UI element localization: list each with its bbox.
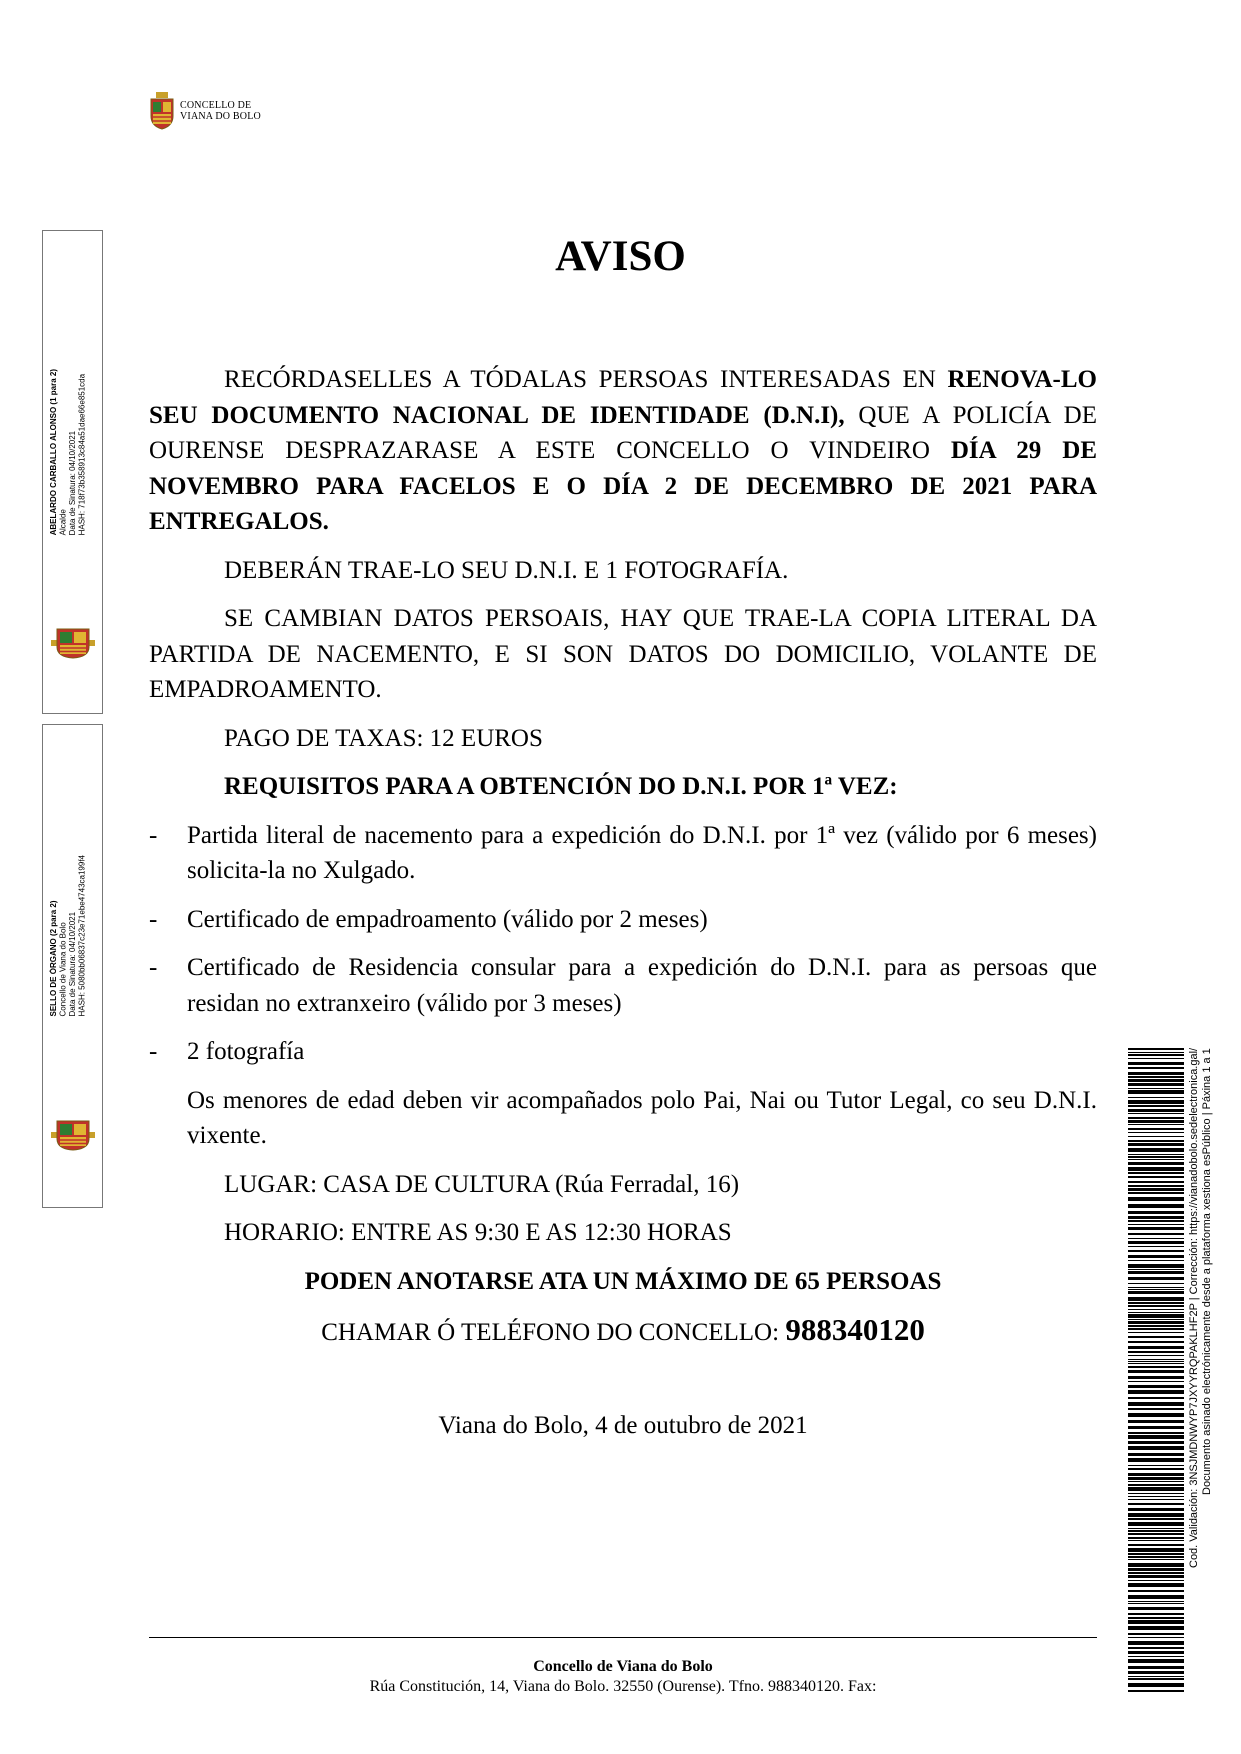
barcode-bar: [1128, 1238, 1184, 1239]
barcode-bar: [1128, 1162, 1184, 1165]
list-item-text: Certificado de empadroamento (válido por 2 meses): [187, 905, 708, 933]
barcode-bar: [1128, 1136, 1184, 1137]
list-item: [149, 950, 1097, 1021]
barcode-bar: [1128, 1499, 1184, 1500]
barcode-bar: [1128, 1355, 1184, 1356]
list-dash: -: [149, 1038, 158, 1065]
barcode-bar: [1128, 1366, 1184, 1368]
barcode-bar: [1128, 1167, 1184, 1171]
phone-number: 988340120: [785, 1312, 925, 1347]
coat-of-arms-icon: [150, 92, 174, 130]
paragraph-intro: [149, 362, 1097, 540]
barcode-bar: [1128, 1413, 1184, 1417]
intro-dates-text: DÍA 29 DE NOVEMBRO PARA FACELOS E O DÍA 2 DE DECEMBRO DE 2021 PARA ENTREGALOS.: [149, 437, 1097, 535]
barcode-bar: [1128, 1666, 1184, 1669]
barcode-bar: [1128, 1336, 1184, 1338]
paragraph-call: [149, 1312, 1097, 1351]
paragraph-fees: PAGO DE TAXAS: 12 EUROS: [224, 724, 543, 752]
call-text: CHAMAR Ó TELÉFONO DO CONCELLO:: [321, 1319, 786, 1346]
footer: [149, 1657, 1097, 1697]
barcode-bar: [1128, 1246, 1184, 1247]
barcode-bar: [1128, 1522, 1184, 1526]
barcode-bar: [1128, 1676, 1184, 1677]
paragraph-max-people: PODEN ANOTARSE ATA UN MÁXIMO DE 65 PERSOAS: [304, 1267, 942, 1295]
barcode-bar: [1128, 1319, 1184, 1320]
barcode-bar: [1128, 1291, 1184, 1294]
signature-box-alcalde: [42, 230, 103, 714]
barcode-bar: [1128, 1548, 1184, 1552]
barcode-bar: [1128, 1216, 1184, 1219]
barcode-bar: [1128, 1359, 1184, 1360]
logo-line-2: VIANA DO BOLO: [180, 111, 261, 122]
barcode-bar: [1128, 1402, 1184, 1406]
barcode-bar: [1128, 1224, 1184, 1225]
barcode-bar: [1128, 1481, 1184, 1482]
barcode-bar: [1128, 1097, 1184, 1098]
barcode-bar: [1128, 1487, 1184, 1491]
barcode-bar: [1128, 1473, 1184, 1476]
barcode-bar: [1128, 1346, 1184, 1349]
footer-divider: [149, 1637, 1097, 1638]
paragraph-minors: Os menores de edad deben vir acompañados polo Pai, Nai ou Tutor Legal, co seu D.N.I. vixente.: [187, 1086, 1097, 1149]
barcode-bar: [1128, 1079, 1184, 1082]
barcode-bar: [1128, 1426, 1184, 1429]
barcode-bar: [1128, 1143, 1184, 1146]
barcode-bar: [1128, 1264, 1184, 1268]
barcode-bar: [1128, 1647, 1184, 1649]
barcode-bar: [1128, 1659, 1184, 1663]
barcode-bar: [1128, 1575, 1184, 1578]
barcode-bar: [1128, 1309, 1184, 1310]
barcode-bar: [1128, 1197, 1184, 1201]
barcode-bar: [1128, 1083, 1184, 1086]
barcode-bar: [1128, 1376, 1184, 1379]
barcode-bar: [1128, 1518, 1184, 1520]
barcode-bar: [1128, 1052, 1184, 1053]
barcode-bar: [1128, 1432, 1184, 1434]
seal-icon: [51, 1119, 95, 1151]
barcode-bar: [1128, 1595, 1184, 1599]
barcode-bar: [1128, 1188, 1184, 1191]
list-item: [149, 902, 1097, 938]
barcode-bar: [1128, 1351, 1184, 1353]
barcode-bar: [1128, 1109, 1184, 1112]
barcode-bar: [1128, 1397, 1184, 1399]
barcode-bar: [1128, 1328, 1184, 1330]
signature-signer: SELLO DE ÓRGANO (2 para 2): [49, 900, 58, 1017]
barcode-bar: [1128, 1287, 1184, 1288]
barcode-bar: [1128, 1140, 1184, 1142]
requirements-title: REQUISITOS PARA A OBTENCIÓN DO D.N.I. POR 1ª VEZ:: [224, 773, 898, 800]
barcode-bar: [1128, 1289, 1184, 1290]
barcode-bar: [1128, 1105, 1184, 1107]
barcode-bar: [1128, 1453, 1184, 1456]
barcode-bar: [1128, 1314, 1184, 1318]
barcode-bar: [1128, 1312, 1184, 1313]
validation-text: [1188, 1048, 1214, 1694]
signature-hash: HASH: 718f73b358913c84a51dae66e851cda: [77, 373, 87, 536]
barcode-bar: [1128, 1120, 1184, 1123]
barcode-bar: [1128, 1072, 1184, 1075]
list-item: [149, 1034, 1097, 1070]
barcode-bar: [1128, 1626, 1184, 1630]
barcode-bar: [1128, 1181, 1184, 1183]
barcode-bar: [1128, 1651, 1184, 1654]
barcode-bar: [1128, 1117, 1184, 1119]
barcode-bar: [1128, 1617, 1184, 1619]
seal-icon: [51, 627, 95, 659]
barcode: [1128, 1048, 1184, 1694]
barcode-bar: [1128, 1446, 1184, 1450]
barcode-bar: [1128, 1441, 1184, 1444]
barcode-bar: [1128, 1269, 1184, 1270]
barcode-bar: [1128, 1159, 1184, 1160]
barcode-bar: [1128, 1341, 1184, 1343]
document-date: Viana do Bolo, 4 de outubro de 2021: [438, 1411, 808, 1439]
barcode-bar: [1128, 1468, 1184, 1470]
barcode-bar: [1128, 1100, 1184, 1104]
barcode-bar: [1128, 1172, 1184, 1174]
barcode-bar: [1128, 1227, 1184, 1230]
list-dash: -: [149, 954, 158, 981]
paragraph-personal-data: SE CAMBIAN DATOS PERSOAIS, HAY QUE TRAE-LA COPIA LITERAL DA PARTIDA DE NACEMENTO, E SI SON DATOS DO DOMICILIO, VOLANTE DE EMPADROAMENTO.: [149, 605, 1097, 703]
signature-box-sello: [42, 724, 103, 1208]
list-item-text: 2 fotografía: [187, 1038, 305, 1065]
barcode-bar: [1128, 1176, 1184, 1178]
barcode-bar: [1128, 1128, 1184, 1130]
barcode-bar: [1128, 1530, 1184, 1532]
barcode-bar: [1128, 1211, 1184, 1214]
signature-role: Alcalde: [58, 509, 68, 536]
document-body: [149, 362, 1097, 1443]
barcode-bar: [1128, 1613, 1184, 1615]
barcode-bar: [1128, 1633, 1184, 1635]
barcode-bar: [1128, 1484, 1184, 1486]
barcode-bar: [1128, 1508, 1184, 1511]
barcode-bar: [1128, 1537, 1184, 1539]
signature-role: Concello de Viana do Bolo: [58, 922, 68, 1017]
barcode-bar: [1128, 1540, 1184, 1541]
barcode-bar: [1128, 1154, 1184, 1155]
footer-name: Concello de Viana do Bolo: [533, 1658, 713, 1675]
list-dash: -: [149, 905, 158, 933]
barcode-bar: [1128, 1048, 1184, 1050]
barcode-bar: [1128, 1321, 1184, 1324]
barcode-bar: [1128, 1192, 1184, 1194]
barcode-bar: [1128, 1332, 1184, 1333]
barcode-bar: [1128, 1058, 1184, 1059]
barcode-bar: [1128, 1148, 1184, 1152]
barcode-bar: [1128, 1435, 1184, 1439]
document-title: AVISO: [555, 233, 686, 280]
barcode-bar: [1128, 1124, 1184, 1125]
barcode-bar: [1128, 1559, 1184, 1560]
barcode-bar: [1128, 1361, 1184, 1362]
signature-date: Data de Sinatura: 04/10/2021: [68, 911, 77, 1017]
signature-text: [49, 855, 87, 1016]
barcode-bar: [1128, 1054, 1184, 1056]
barcode-bar: [1128, 1544, 1184, 1546]
concello-logo: [150, 92, 261, 130]
barcode-bar: [1128, 1496, 1184, 1497]
barcode-bar: [1128, 1563, 1184, 1567]
barcode-bar: [1128, 1656, 1184, 1657]
barcode-bar: [1128, 1528, 1184, 1529]
barcode-bar: [1128, 1590, 1184, 1592]
intro-police-text: QUE A POLICÍA DE OURENSE DESPRAZARASE A ESTE CONCELLO O VINDEIRO: [149, 401, 1097, 464]
barcode-bar: [1128, 1477, 1184, 1480]
barcode-bar: [1128, 1241, 1184, 1244]
footer-address: Rúa Constitución, 14, Viana do Bolo. 32550 (Ourense). Tfno. 988340120. Fax:: [369, 1678, 877, 1695]
barcode-bar: [1128, 1503, 1184, 1505]
barcode-bar: [1128, 1250, 1184, 1252]
barcode-bar: [1128, 1260, 1184, 1261]
logo-line-1: CONCELLO DE: [180, 100, 252, 111]
barcode-bar: [1128, 1690, 1184, 1692]
barcode-bar: [1128, 1671, 1184, 1674]
barcode-bar: [1128, 1553, 1184, 1555]
barcode-bar: [1128, 1568, 1184, 1571]
signature-hash: HASH: 5080bb06837c23e71ebe4743ca199f4: [77, 855, 87, 1017]
barcode-bar: [1128, 1601, 1184, 1602]
paragraph-bring-dni: DEBERÁN TRAE-LO SEU D.N.I. E 1 FOTOGRAFÍA.: [224, 556, 789, 584]
signature-signer: ABELARDO CARBALLO ALONSO (1 para 2): [49, 369, 58, 536]
barcode-bar: [1128, 1381, 1184, 1382]
barcode-bar: [1128, 1603, 1184, 1604]
barcode-bar: [1128, 1408, 1184, 1410]
barcode-bar: [1128, 1271, 1184, 1274]
barcode-bar: [1128, 1305, 1184, 1307]
barcode-bar: [1128, 1090, 1184, 1094]
barcode-bar: [1128, 1067, 1184, 1069]
barcode-bar: [1128, 1637, 1184, 1638]
barcode-bar: [1128, 1620, 1184, 1624]
signature-text: [49, 369, 87, 535]
intro-dni-text: RENOVA-LO SEU DOCUMENTO NACIONAL DE IDENTIDADE (D.N.I),: [149, 366, 1097, 429]
barcode-bar: [1128, 1088, 1184, 1089]
barcode-bar: [1128, 1572, 1184, 1574]
barcode-bar: [1128, 1062, 1184, 1065]
barcode-bar: [1128, 1204, 1184, 1208]
paragraph-schedule: HORARIO: ENTRE AS 9:30 E AS 12:30 HORAS: [224, 1219, 732, 1246]
barcode-bar: [1128, 1297, 1184, 1301]
barcode-bar: [1128, 1255, 1184, 1258]
barcode-bar: [1128, 1678, 1184, 1680]
barcode-bar: [1128, 1493, 1184, 1494]
validation-line-1: Cod. Validación: 3NSJMDNWYP7JXYYRQPAKLHF2P | Corrección: https://vianadobolo.sedelectronica.gal/: [1188, 1048, 1200, 1569]
list-item-text: Certificado de Residencia consular para a expedición do D.N.I. para as persoas que residan no extranxeiro (válido por 3 meses): [187, 954, 1097, 1017]
barcode-bar: [1128, 1370, 1184, 1373]
barcode-bar: [1128, 1420, 1184, 1423]
barcode-bar: [1128, 1156, 1184, 1158]
barcode-bar: [1128, 1607, 1184, 1610]
barcode-bar: [1128, 1233, 1184, 1235]
barcode-bar: [1128, 1220, 1184, 1222]
signature-date: Data de Sinatura: 04/10/2021: [68, 430, 77, 536]
barcode-bar: [1128, 1583, 1184, 1587]
barcode-bar: [1128, 1683, 1184, 1687]
barcode-bar: [1128, 1132, 1184, 1133]
barcode-bar: [1128, 1533, 1184, 1535]
paragraph-place: LUGAR: CASA DE CULTURA (Rúa Ferradal, 16): [224, 1170, 740, 1198]
barcode-bar: [1128, 1580, 1184, 1581]
list-item: [149, 818, 1097, 889]
barcode-bar: [1128, 1076, 1184, 1078]
barcode-bar: [1128, 1513, 1184, 1517]
barcode-bar: [1128, 1465, 1184, 1466]
barcode-bar: [1128, 1556, 1184, 1558]
list-item-text: Partida literal de nacemento para a expedición do D.N.I. por 1ª vez (válido por 6 meses) solicita-la no Xulgado.: [187, 821, 1097, 884]
barcode-bar: [1128, 1363, 1184, 1364]
barcode-bar: [1128, 1458, 1184, 1462]
barcode-bar: [1128, 1385, 1184, 1388]
barcode-bar: [1128, 1185, 1184, 1187]
intro-text: RECÓRDASELLES A TÓDALAS PERSOAS INTERESADAS EN: [224, 366, 948, 393]
barcode-bar: [1128, 1113, 1184, 1114]
barcode-bar: [1128, 1390, 1184, 1394]
barcode-bar: [1128, 1302, 1184, 1304]
list-dash: -: [149, 821, 158, 849]
barcode-bar: [1128, 1283, 1184, 1284]
barcode-bar: [1128, 1277, 1184, 1280]
barcode-bar: [1128, 1325, 1184, 1327]
validation-line-2: Documento asinado electrónicamente desde a plataforma xestiona esPúblico | Páxina 1 a 1: [1201, 1048, 1213, 1495]
barcode-bar: [1128, 1641, 1184, 1645]
